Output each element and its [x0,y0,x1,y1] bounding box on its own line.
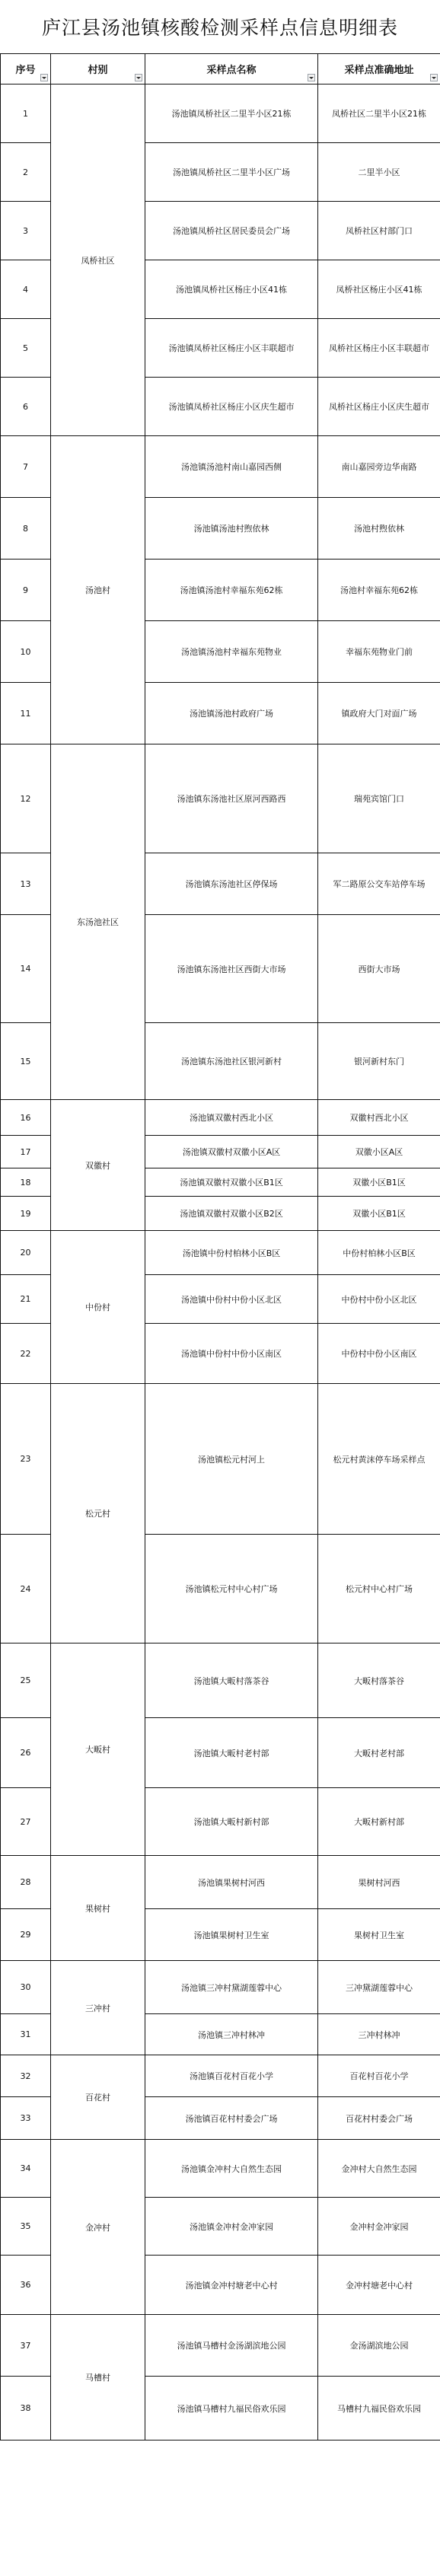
seq-cell: 12 [1,744,51,853]
seq-cell: 2 [1,143,51,202]
table-row [1,1643,440,1718]
point-name-cell: 汤池镇果树村卫生室 [145,1909,318,1961]
address-cell: 松元村中心村广场 [318,1535,440,1643]
table-row [1,1961,440,2014]
seq-cell: 10 [1,621,51,683]
header-village-label: 村别 [88,65,108,76]
point-name-cell: 汤池镇东汤池社区停保场 [145,853,318,915]
point-name-cell: 汤池镇百花村村委会广场 [145,2097,318,2140]
point-name-cell: 汤池镇中份村柏林小区B区 [145,1231,318,1275]
seq-cell: 11 [1,683,51,744]
table-row [1,744,440,853]
page-title: 庐江县汤池镇核酸检测采样点信息明细表 [41,17,398,39]
table-row [1,1100,440,1136]
seq-cell: 19 [1,1197,51,1231]
address-cell: 果树村河西 [318,1856,440,1909]
address-cell: 中份村柏林小区B区 [318,1231,440,1275]
address-cell: 金汤湖滨地公园 [318,2315,440,2377]
address-cell: 镇政府大门对面广场 [318,683,440,744]
header-point-name [145,54,318,84]
point-name-cell: 汤池镇汤池村煦依林 [145,498,318,560]
point-name-cell: 汤池镇金冲村金冲家园 [145,2198,318,2256]
table-header-row [1,54,440,84]
address-cell: 军二路原公交车站停车场 [318,853,440,915]
address-cell: 中份村中份小区南区 [318,1324,440,1384]
point-name-cell: 汤池镇凤桥社区杨庄小区丰联超市 [145,319,318,378]
village-cell: 汤池村 [51,436,145,744]
seq-cell: 13 [1,853,51,915]
seq-cell: 38 [1,2377,51,2441]
table-row [1,2140,440,2198]
point-name-cell: 汤池镇松元村中心村广场 [145,1535,318,1643]
point-name-cell: 汤池镇大畈村老村部 [145,1718,318,1788]
point-name-cell: 汤池镇东汤池社区原河西路西 [145,744,318,853]
point-name-cell: 汤池镇凤桥社区二里半小区广场 [145,143,318,202]
seq-cell: 37 [1,2315,51,2377]
address-cell: 凤桥社区二里半小区21栋 [318,84,440,143]
address-cell: 大畈村落茶谷 [318,1643,440,1718]
address-cell: 果树村卫生室 [318,1909,440,1961]
point-name-cell: 汤池镇马槽村金汤湖滨地公园 [145,2315,318,2377]
point-name-cell: 汤池镇汤池村幸福东苑62栋 [145,560,318,621]
address-cell: 松元村黄沫停车场采样点 [318,1384,440,1535]
point-name-cell: 汤池镇双徽村双徽小区B1区 [145,1168,318,1197]
address-cell: 凤桥社区村部门口 [318,202,440,260]
dropdown-filter-icon[interactable] [308,74,315,81]
address-cell: 汤池村幸福东苑62栋 [318,560,440,621]
village-cell: 马槽村 [51,2315,145,2441]
address-cell: 银河新村东门 [318,1023,440,1100]
seq-cell: 8 [1,498,51,560]
address-cell: 汤池村煦依林 [318,498,440,560]
table-row [1,2055,440,2097]
point-name-cell: 汤池镇双徽村西北小区 [145,1100,318,1136]
address-cell: 凤桥社区杨庄小区丰联超市 [318,319,440,378]
seq-cell: 24 [1,1535,51,1643]
address-cell: 双徽小区B1区 [318,1197,440,1231]
village-cell: 凤桥社区 [51,84,145,436]
point-name-cell: 汤池镇大畈村落茶谷 [145,1643,318,1718]
seq-cell: 25 [1,1643,51,1718]
seq-cell: 31 [1,2014,51,2055]
point-name-cell: 汤池镇凤桥社区杨庄小区41栋 [145,260,318,319]
seq-cell: 26 [1,1718,51,1788]
address-cell: 双徽小区B1区 [318,1168,440,1197]
point-name-cell: 汤池镇中份村中份小区北区 [145,1275,318,1324]
address-cell: 西街大市场 [318,915,440,1023]
seq-cell: 36 [1,2256,51,2315]
seq-cell: 18 [1,1168,51,1197]
address-cell: 金冲村塘老中心村 [318,2256,440,2315]
seq-cell: 28 [1,1856,51,1909]
address-cell: 马槽村九福民俗欢乐园 [318,2377,440,2441]
seq-cell: 23 [1,1384,51,1535]
village-cell: 双徽村 [51,1100,145,1231]
address-cell: 百花村村委会广场 [318,2097,440,2140]
point-name-cell: 汤池镇马槽村九福民俗欢乐园 [145,2377,318,2441]
seq-cell: 20 [1,1231,51,1275]
seq-cell: 35 [1,2198,51,2256]
header-address [318,54,440,84]
address-cell: 凤桥社区杨庄小区41栋 [318,260,440,319]
header-address-label: 采样点准确地址 [344,65,414,76]
seq-cell: 34 [1,2140,51,2198]
header-village [51,54,145,84]
village-cell: 百花村 [51,2055,145,2140]
table-row [1,2315,440,2377]
village-cell: 三冲村 [51,1961,145,2055]
table-row [1,436,440,498]
seq-cell: 17 [1,1136,51,1168]
seq-cell: 7 [1,436,51,498]
point-name-cell: 汤池镇三冲村林冲 [145,2014,318,2055]
address-cell: 双徽小区A区 [318,1136,440,1168]
address-cell: 瑞苑宾馆门口 [318,744,440,853]
dropdown-filter-icon[interactable] [40,74,48,81]
address-cell: 大畈村新村部 [318,1788,440,1856]
dropdown-filter-icon[interactable] [430,74,438,81]
header-point-name-label: 采样点名称 [206,65,257,76]
seq-cell: 3 [1,202,51,260]
village-cell: 松元村 [51,1384,145,1643]
village-cell: 金冲村 [51,2140,145,2315]
village-cell: 东汤池社区 [51,744,145,1100]
point-name-cell: 汤池镇凤桥社区居民委员会广场 [145,202,318,260]
address-cell: 中份村中份小区北区 [318,1275,440,1324]
village-cell: 中份村 [51,1231,145,1384]
header-seq-label: 序号 [15,65,36,76]
seq-cell: 29 [1,1909,51,1961]
table-row [1,1231,440,1275]
seq-cell: 15 [1,1023,51,1100]
address-cell: 大畈村老村部 [318,1718,440,1788]
address-cell: 三冲村林冲 [318,2014,440,2055]
point-name-cell: 汤池镇大畈村新村部 [145,1788,318,1856]
address-cell: 南山嘉园旁边华南路 [318,436,440,498]
point-name-cell: 汤池镇金冲村大自然生态园 [145,2140,318,2198]
point-name-cell: 汤池镇凤桥社区杨庄小区庆生超市 [145,378,318,436]
seq-cell: 5 [1,319,51,378]
seq-cell: 4 [1,260,51,319]
point-name-cell: 汤池镇汤池村幸福东苑物业 [145,621,318,683]
point-name-cell: 汤池镇汤池村南山嘉园西侧 [145,436,318,498]
point-name-cell: 汤池镇金冲村塘老中心村 [145,2256,318,2315]
seq-cell: 14 [1,915,51,1023]
point-name-cell: 汤池镇双徽村双徽小区A区 [145,1136,318,1168]
table-row [1,1856,440,1909]
point-name-cell: 汤池镇凤桥社区二里半小区21栋 [145,84,318,143]
address-cell: 凤桥社区杨庄小区庆生超市 [318,378,440,436]
address-cell: 双徽村西北小区 [318,1100,440,1136]
seq-cell: 32 [1,2055,51,2097]
point-name-cell: 汤池镇东汤池社区银河新村 [145,1023,318,1100]
address-cell: 金冲村大自然生态园 [318,2140,440,2198]
table-row [1,1384,440,1535]
village-cell: 果树村 [51,1856,145,1961]
point-name-cell: 汤池镇果树村河西 [145,1856,318,1909]
seq-cell: 33 [1,2097,51,2140]
seq-cell: 30 [1,1961,51,2014]
table-row [1,84,440,143]
seq-cell: 21 [1,1275,51,1324]
point-name-cell: 汤池镇三冲村黛湖莲蓉中心 [145,1961,318,2014]
address-cell: 三冲黛湖莲蓉中心 [318,1961,440,2014]
seq-cell: 9 [1,560,51,621]
seq-cell: 6 [1,378,51,436]
point-name-cell: 汤池镇东汤池社区西街大市场 [145,915,318,1023]
point-name-cell: 汤池镇松元村河上 [145,1384,318,1535]
address-cell: 金冲村金冲家园 [318,2198,440,2256]
address-cell: 幸福东苑物业门前 [318,621,440,683]
seq-cell: 27 [1,1788,51,1856]
seq-cell: 22 [1,1324,51,1384]
header-seq [1,54,51,84]
dropdown-filter-icon[interactable] [135,74,142,81]
point-name-cell: 汤池镇双徽村双徽小区B2区 [145,1197,318,1231]
seq-cell: 1 [1,84,51,143]
address-cell: 二里半小区 [318,143,440,202]
sampling-points-table [0,53,440,2441]
address-cell: 百花村百花小学 [318,2055,440,2097]
village-cell: 大畈村 [51,1643,145,1856]
seq-cell: 16 [1,1100,51,1136]
point-name-cell: 汤池镇中份村中份小区南区 [145,1324,318,1384]
point-name-cell: 汤池镇百花村百花小学 [145,2055,318,2097]
point-name-cell: 汤池镇汤池村政府广场 [145,683,318,744]
